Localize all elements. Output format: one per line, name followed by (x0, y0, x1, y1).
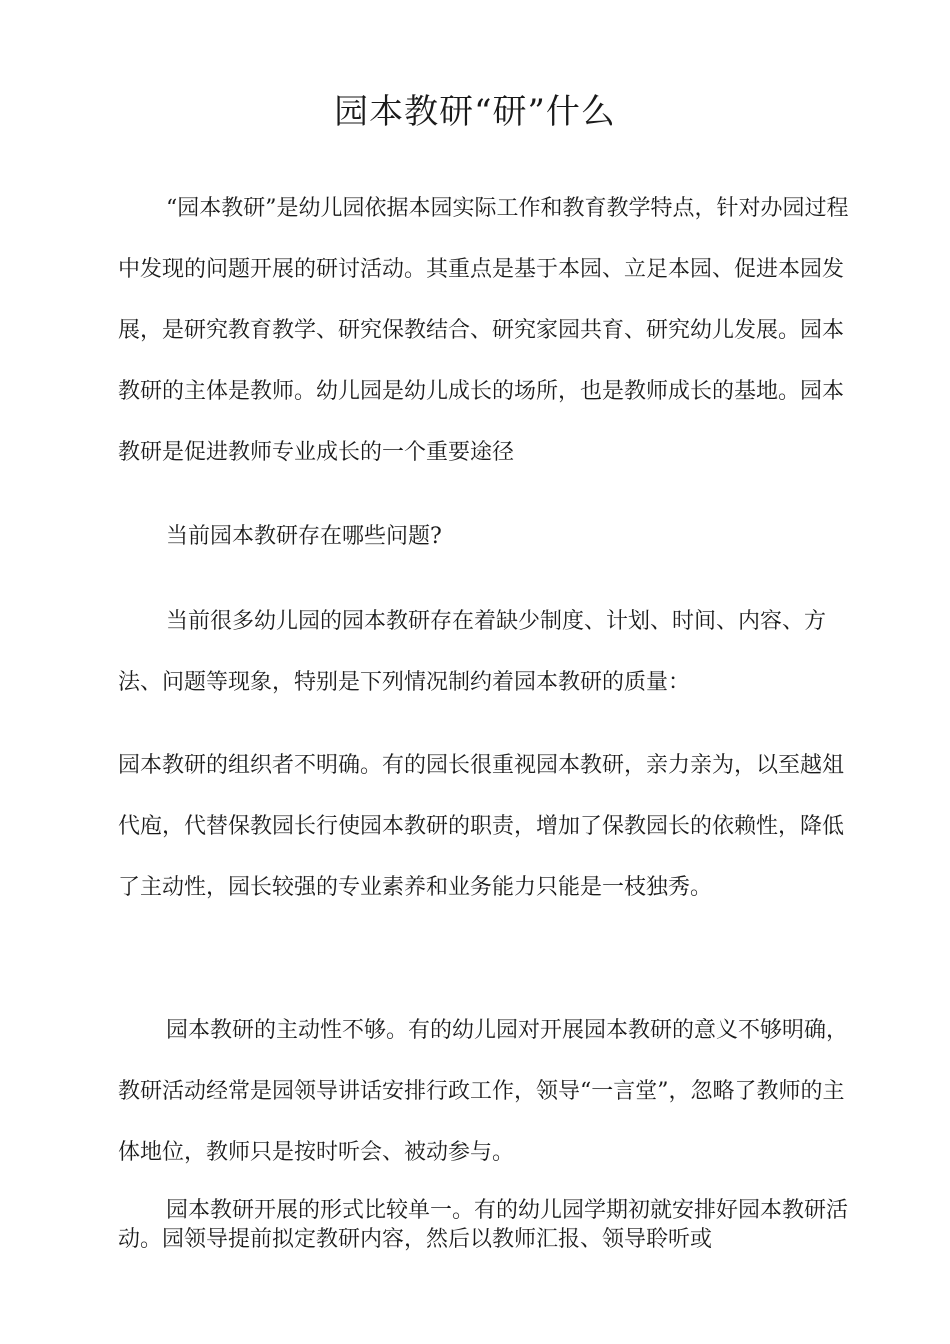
document-title: 园本教研“研”什么 (334, 92, 616, 132)
paragraph-intro: “园本教研”是幼儿园依据本园实际工作和教育教学特点，针对办园过程中发现的问题开展的研讨活动。其重点是基于本园、立足本园、促进本园发展，是研究教育教学、研究保教结合、研究家园共育、研究幼儿发展。园本教研的主体是教师。幼儿园是幼儿成长的场所，也是教师成长的基地。园本教研是促进教师专业成长的一个重要途径 (118, 196, 849, 465)
paragraph-question: 当前园本教研存在哪些问题? (166, 524, 442, 549)
paragraph-organizer-issue: 园本教研的组织者不明确。有的园长很重视园本教研，亲力亲为，以至越俎代庖，代替保教园长行使园本教研的职责，增加了保教园长的依赖性，降低了主动性，园长较强的专业素养和业务能力只能是一枝独秀。 (118, 753, 845, 900)
paragraph-format-issue: 园本教研开展的形式比较单一。有的幼儿园学期初就安排好园本教研活动。园领导提前拟定教研内容，然后以教师汇报、领导聆听或 (118, 1198, 849, 1252)
paragraph-problems-intro: 当前很多幼儿园的园本教研存在着缺少制度、计划、时间、内容、方法、问题等现象，特别是下列情况制约着园本教研的质量： (118, 609, 827, 695)
paragraph-initiative-issue: 园本教研的主动性不够。有的幼儿园对开展园本教研的意义不够明确，教研活动经常是园领导讲话安排行政工作，领导“一言堂”，忽略了教师的主体地位，教师只是按时听会、被动参与。 (118, 1018, 849, 1165)
